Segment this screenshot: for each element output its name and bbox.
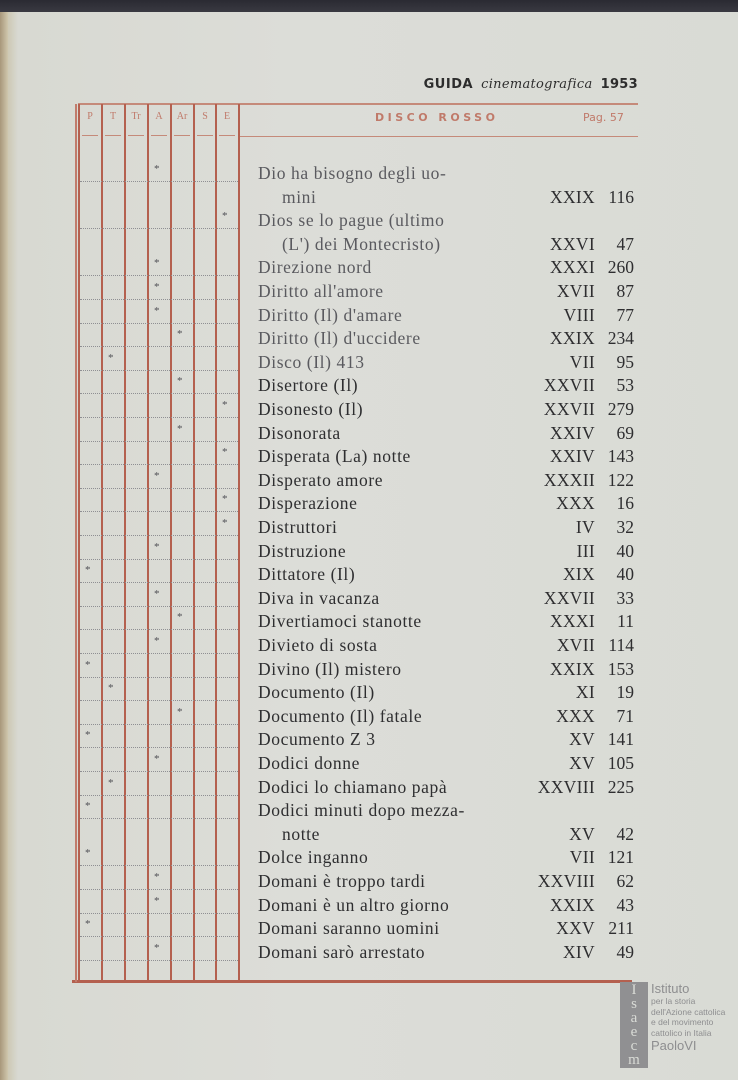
entry-page: 87 [616,281,634,301]
dotted-leader [80,700,238,701]
classification-mark: * [222,399,228,411]
classification-mark: * [177,705,183,718]
dotted-leader [80,511,238,512]
classification-mark: * [154,304,160,317]
watermark-line: dell'Azione cattolica [651,1006,726,1017]
classification-mark: * [154,163,160,175]
page-gutter [0,12,8,1080]
section-title: DISCO ROSSO [375,111,499,124]
entry-page: 40 [616,540,634,561]
entry-title: Diritto all'amore [258,281,384,301]
column-header-t: T [109,111,117,122]
entry-page: 47 [616,233,634,254]
entry-title: Direzione nord [258,257,372,278]
classification-mark: * [85,800,91,813]
entry-title: mini [282,186,317,207]
column-rule [101,104,103,982]
column-header-p: P [87,111,93,122]
entry-title: Dittatore (Il) [258,564,356,585]
entry-volume: XVII [556,281,595,301]
entry-title: Dios se lo pague (ultimo [258,210,445,231]
entry-title: Dio ha bisogno degli uo- [258,163,447,183]
entry-title: Divieto di sosta [258,635,378,655]
dotted-leader [80,181,238,182]
entry-page: 211 [608,918,634,939]
watermark-text [651,982,725,1054]
dotted-leader [80,323,238,324]
entry-page: 40 [616,564,634,585]
classification-mark: * [154,871,160,883]
classification-mark: * [108,682,114,695]
column-header-ar: Ar [176,111,188,122]
entry-volume: XXVIII [537,871,595,891]
table-top-rule [78,103,638,105]
classification-mark: * [85,564,91,577]
entry-title: Disonorata [258,422,341,443]
header-bottom-rule [240,136,638,137]
entry-volume: XXV [556,918,595,939]
entry-volume: XIX [562,564,595,585]
running-head-brand: GUIDA [423,77,474,92]
dotted-leader [80,629,238,630]
column-header-underline [174,135,190,136]
dotted-leader [80,913,238,914]
entry-page: 114 [608,635,634,655]
entry-page: 122 [607,469,634,490]
entry-title: Dodici minuti dopo mezza- [258,800,465,821]
entry-page: 260 [607,257,634,278]
entry-page: 153 [607,658,634,679]
classification-mark: * [222,517,228,529]
watermark-letter: s [631,996,637,1012]
entry-volume: XXX [556,493,595,514]
watermark-letter: c [630,1038,638,1054]
entry-page: 11 [617,611,634,632]
entry-title: Diritto (Il) d'amare [258,304,403,325]
watermark-letter: a [630,1010,638,1026]
entry-volume: IV [575,517,595,537]
entry-title: Domani è troppo tardi [258,871,426,891]
classification-mark: * [85,729,91,742]
dotted-leader [80,275,238,276]
entry-volume: XXVII [543,587,595,608]
classification-mark: * [177,422,183,435]
column-header-underline [219,135,235,136]
classification-mark: * [154,469,160,482]
entry-volume: XVII [556,635,595,655]
classification-mark: * [154,753,160,765]
watermark-line: Istituto [651,981,690,996]
entry-title: Documento (Il) fatale [258,705,423,726]
entry-volume: XV [569,729,595,750]
column-header-underline [82,135,98,136]
entry-page: 32 [616,517,634,537]
entry-page: 121 [607,847,634,868]
entry-volume: VIII [563,304,595,325]
watermark-monogram [620,982,648,1068]
entry-page: 62 [616,871,634,891]
entry-page: 53 [616,375,634,396]
entry-page: 43 [616,894,634,915]
entry-volume: XXXII [543,469,595,490]
entry-title: notte [282,823,320,844]
column-header-tr: Tr [131,111,141,122]
classification-mark: * [154,540,160,553]
entry-page: 95 [616,351,634,372]
dotted-leader [80,936,238,937]
classification-mark: * [154,894,160,907]
entry-page: 19 [616,682,634,703]
entry-volume: XXX [556,705,595,726]
entry-volume: XXIX [550,186,595,207]
column-rule [78,104,80,982]
column-header-e: E [223,111,231,122]
dotted-leader [80,889,238,890]
classification-mark: * [177,611,183,624]
dotted-leader [80,299,238,300]
entry-volume: XV [569,823,595,844]
entry-title: Documento Z 3 [258,729,376,750]
column-rule [147,104,149,982]
dotted-leader [80,582,238,583]
classification-mark: * [108,776,114,789]
entry-volume: XXXI [550,257,595,278]
entry-volume: III [576,540,595,561]
dotted-leader [80,653,238,654]
classification-mark: * [222,446,228,459]
entry-page: 279 [607,399,634,419]
entry-title: Divino (Il) mistero [258,658,402,679]
classification-mark: * [154,635,160,647]
column-rule [238,104,240,982]
entry-page: 42 [616,823,634,844]
entry-title: Distruttori [258,517,338,537]
watermark-logo [620,982,738,1072]
dotted-leader [80,464,238,465]
entry-page: 105 [607,753,634,773]
entry-title: Disperazione [258,493,358,514]
entry-title: Disperata (La) notte [258,446,411,467]
running-head-year: 1953 [600,77,638,92]
classification-mark: * [108,351,114,364]
entry-page: 143 [607,446,634,467]
entry-volume: XXIX [550,328,595,349]
watermark-line: per la storia [651,996,696,1006]
dotted-leader [80,417,238,418]
dotted-leader [80,818,238,819]
entry-title: Disertore (Il) [258,375,359,396]
entry-volume: XXVII [543,375,595,396]
entry-title: Disperato amore [258,469,384,490]
entry-title: Disco (Il) 413 [258,351,365,372]
entry-page: 71 [616,705,634,726]
running-head-script: cinematografica [481,77,593,92]
page-label: Pag. 57 [583,111,624,124]
entry-page: 234 [607,328,634,349]
column-header-underline [128,135,144,136]
entry-page: 16 [616,493,634,514]
entry-page: 141 [607,729,634,750]
classification-mark: * [222,493,228,506]
column-header-s: S [202,111,208,122]
entry-title: Domani sarò arrestato [258,941,426,962]
table-bottom-rule [72,980,632,983]
dotted-leader [80,606,238,607]
entry-page: 77 [616,304,634,325]
entry-title: Diva in vacanza [258,587,380,608]
dotted-leader [80,960,238,961]
classification-mark: * [85,658,91,671]
column-rule [193,104,195,982]
entry-title: Divertiamoci stanotte [258,611,422,632]
entry-volume: XIV [562,941,595,962]
dotted-leader [80,535,238,536]
entry-page: 69 [616,422,634,443]
dotted-leader [80,393,238,394]
dotted-leader [80,559,238,560]
dotted-leader [80,795,238,796]
entry-title: Distruzione [258,540,347,561]
entry-volume: VII [569,847,595,868]
entry-title: (L') dei Montecristo) [282,233,441,254]
column-rule [170,104,172,982]
entry-title: Dodici donne [258,753,360,773]
entry-title: Domani saranno uomini [258,918,440,939]
classification-mark: * [222,210,228,223]
classification-mark: * [85,847,91,860]
entry-page: 116 [608,186,634,207]
entry-page: 225 [607,776,634,797]
classification-mark: * [85,918,91,931]
classification-mark: * [154,587,160,600]
entry-page: 33 [616,587,634,608]
watermark-line: e del movimento [651,1017,714,1027]
column-rule [124,104,126,982]
entry-volume: XXVI [550,233,595,254]
dotted-leader [80,677,238,678]
watermark-line: PaoloVI [651,1038,697,1053]
dotted-leader [80,370,238,371]
dotted-leader [80,488,238,489]
column-rule [215,104,217,982]
column-header-a: A [155,111,163,122]
entry-volume: XXIV [550,446,595,467]
dotted-leader [80,724,238,725]
entry-title: Documento (Il) [258,682,375,703]
dotted-leader [80,441,238,442]
entry-volume: XXVII [543,399,595,419]
dotted-leader [80,346,238,347]
dotted-leader [80,771,238,772]
dotted-leader [80,747,238,748]
entry-volume: VII [569,351,595,372]
entry-title: Disonesto (Il) [258,399,364,419]
dotted-leader [80,865,238,866]
entry-volume: XXIV [550,422,595,443]
classification-mark: * [154,281,160,293]
entry-title: Dolce inganno [258,847,369,868]
classification-mark: * [177,375,183,388]
entry-volume: XXVIII [537,776,595,797]
entry-title: Domani è un altro giorno [258,894,450,915]
dotted-leader [80,228,238,229]
classification-mark: * [154,941,160,954]
watermark-letter: e [630,1024,638,1040]
entry-volume: XV [569,753,595,773]
entry-page: 49 [616,941,634,962]
classification-mark: * [177,328,183,341]
entry-volume: XI [575,682,595,703]
entry-volume: XXIX [550,894,595,915]
column-header-underline [105,135,121,136]
entry-title: Diritto (Il) d'uccidere [258,328,421,349]
running-head [424,76,638,93]
classification-mark: * [154,257,160,270]
column-header-underline [197,135,213,136]
entry-title: Dodici lo chiamano papà [258,776,448,797]
entry-volume: XXIX [550,658,595,679]
watermark-letter: m [628,1052,640,1068]
entry-volume: XXXI [550,611,595,632]
column-header-underline [151,135,167,136]
watermark-letter: I [631,982,637,998]
watermark-line: cattolico in Italia [651,1027,712,1038]
